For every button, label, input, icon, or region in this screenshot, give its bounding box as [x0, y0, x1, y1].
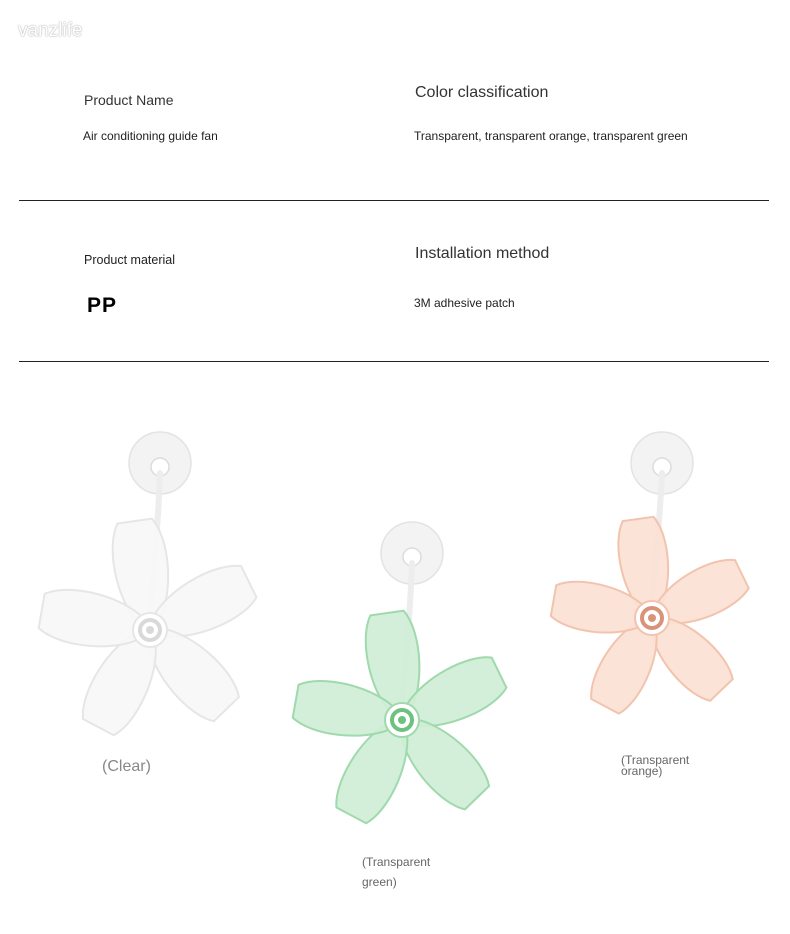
- fan-green-image: [282, 515, 527, 830]
- fan-clear-image: [30, 425, 280, 745]
- product-material-label: Product material: [84, 253, 176, 267]
- hub-center-icon: [146, 626, 154, 634]
- installation-method-value: 3M adhesive patch: [414, 296, 515, 310]
- fan-clear: [37, 432, 261, 740]
- hub-center-icon: [398, 716, 406, 724]
- fan-orange-image: [540, 425, 775, 720]
- caption-clear: (Clear): [102, 758, 151, 775]
- product-name-value: Air conditioning guide fan: [83, 129, 218, 143]
- fan-orange: [549, 432, 752, 718]
- brand-logo: vanzlife: [18, 20, 83, 41]
- color-classification-label: Color classification: [415, 84, 549, 101]
- divider-bottom: [19, 361, 769, 362]
- caption-green-line2: green): [362, 875, 397, 889]
- fan-green: [291, 522, 510, 827]
- caption-orange-line2: orange): [621, 764, 663, 778]
- caption-green-line1: (Transparent: [362, 855, 431, 869]
- divider-top: [19, 200, 769, 201]
- installation-method-label: Installation method: [415, 245, 550, 262]
- color-classification-value: Transparent, transparent orange, transparent green: [414, 129, 688, 143]
- hub-center-icon: [648, 614, 656, 622]
- product-name-label: Product Name: [84, 92, 174, 108]
- caption-orange-line1: (Transparent: [621, 753, 690, 767]
- product-material-value: PP: [87, 294, 118, 317]
